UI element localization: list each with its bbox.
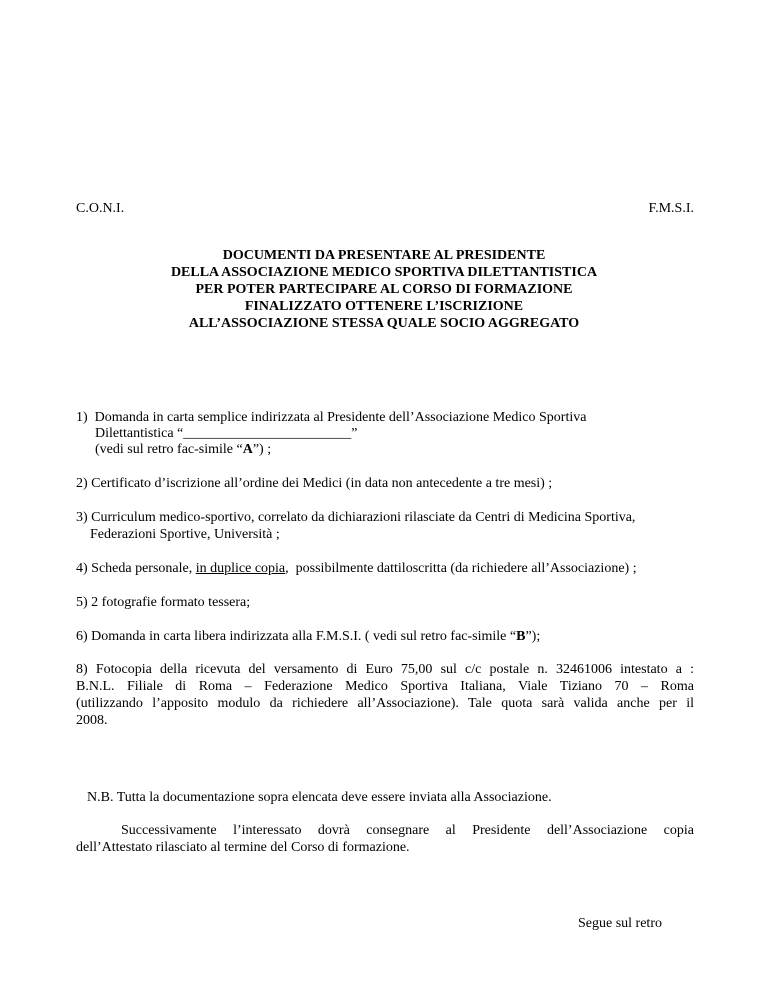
nb-note: N.B. Tutta la documentazione sopra elencata deve essere inviata alla Associazione.	[87, 790, 552, 805]
item3-line-1: 3) Curriculum medico-sportivo, correlato da dichiarazioni rilasciate da Centri di Medicina Sportiva,	[76, 510, 636, 525]
title-line-4: FINALIZZATO OTTENERE L’ISCRIZIONE	[244, 299, 524, 314]
closing-line-2: dell’Attestato rilasciato al termine del Corso di formazione.	[76, 840, 410, 855]
item8-line-1: 8) Fotocopia della ricevuta del versamento di Euro 75,00 sul c/c postale n. 32461006 intestato a :	[76, 662, 694, 677]
item8-line-2: B.N.L. Filiale di Roma – Federazione Medico Sportiva Italiana, Viale Tiziano 70 – Roma	[76, 679, 694, 694]
list-item-2: 2) Certificato d’iscrizione all’ordine dei Medici (in data non antecedente a tre mesi) ;	[76, 476, 553, 491]
list-item-4: 4) Scheda personale, in duplice copia, possibilmente dattiloscritta (da richiedere all’Associazione) ;	[76, 561, 637, 576]
title-line-5: ALL’ASSOCIAZIONE STESSA QUALE SOCIO AGGREGATO	[188, 316, 580, 331]
title-line-1: DOCUMENTI DA PRESENTARE AL PRESIDENTE	[222, 248, 546, 263]
item3-line-2: Federazioni Sportive, Università ;	[90, 527, 280, 542]
footer-continued-on-back: Segue sul retro	[578, 916, 662, 931]
title-line-3: PER POTER PARTECIPARE AL CORSO DI FORMAZIONE	[195, 282, 573, 297]
item1-line-2: Dilettantistica “________________________”	[95, 426, 358, 441]
list-item-6: 6) Domanda in carta libera indirizzata alla F.M.S.I. ( vedi sul retro fac-simile “B”);	[76, 629, 541, 644]
item8-line-3: (utilizzando l’apposito modulo da richiedere all’Associazione). Tale quota sarà valida anche per il	[76, 696, 694, 711]
header-right-fmsi: F.M.S.I.	[648, 201, 694, 216]
header-left-coni: C.O.N.I.	[76, 201, 125, 216]
list-item-5: 5) 2 fotografie formato tessera;	[76, 595, 251, 610]
item1-line-3: (vedi sul retro fac-simile “A”) ;	[95, 442, 272, 457]
item4-underlined: in duplice copia	[195, 561, 286, 576]
item1-line-1: 1) Domanda in carta semplice indirizzata al Presidente dell’Associazione Medico Sportiva	[76, 410, 587, 425]
closing-line-1: Successivamente l’interessato dovrà consegnare al Presidente dell’Associazione copia	[121, 823, 694, 838]
title-line-2: DELLA ASSOCIAZIONE MEDICO SPORTIVA DILETTANTISTICA	[170, 265, 598, 280]
item8-line-4: 2008.	[76, 713, 108, 728]
